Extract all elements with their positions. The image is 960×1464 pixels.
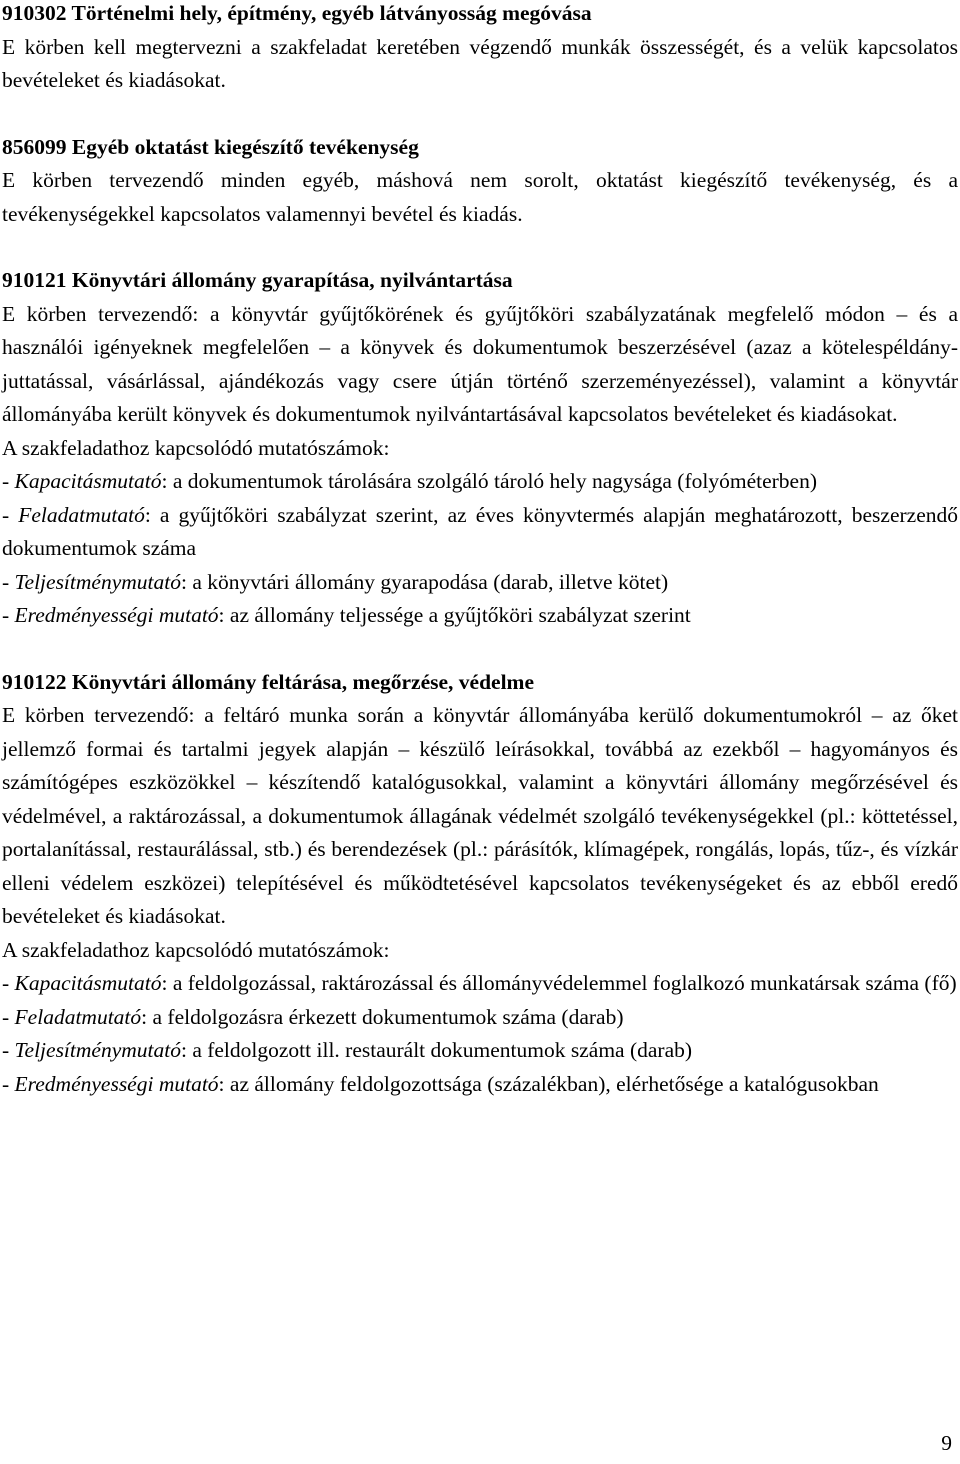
section-body: E körben kell megtervezni a szakfeladat keretében végzendő munkák összességét, és a velük kapcsolatos bevételeket és kiadásokat. xyxy=(2,34,958,92)
indicator-text: : a könyvtári állomány gyarapodása (darab, illetve kötet) xyxy=(180,569,669,594)
indicator-dash: - xyxy=(2,1004,15,1029)
indicator-item xyxy=(2,566,958,600)
section-910121 xyxy=(2,264,958,633)
document-page xyxy=(2,0,958,1101)
indicator-item xyxy=(2,1001,958,1035)
section-910122 xyxy=(2,666,958,1102)
indicators-label: A szakfeladathoz kapcsolódó mutatószámok: xyxy=(2,937,390,962)
indicator-item xyxy=(2,465,958,499)
indicator-dash: - xyxy=(2,603,15,627)
section-856099 xyxy=(2,131,958,232)
indicator-dash: - xyxy=(2,502,19,527)
indicator-item xyxy=(2,499,958,566)
indicator-text: : a dokumentumok tárolására szolgáló tároló hely nagysága (folyóméterben) xyxy=(161,469,817,493)
indicator-dash: - xyxy=(2,971,15,995)
indicator-name: Kapacitásmutató xyxy=(14,469,162,493)
indicator-text: : az állomány teljessége a gyűjtőköri szabályzat szerint xyxy=(218,603,691,627)
section-910302 xyxy=(2,0,958,98)
section-body: E körben tervezendő: a könyvtár gyűjtőkörének és gyűjtőköri szabályzatának megfelelő módon – és a használói igényeknek megfelelően – a könyvek és dokumentumok beszerzésével (azaz a kötelespéldány-juttatással, vásárlással, ajándékozás vagy csere útján történő szerzeményezéssel), valamint a könyvtár állományába került könyvek és dokumentumok nyilvántartásával kapcsolatos bevételeket és kiadásokat. xyxy=(2,301,958,426)
section-body: E körben tervezendő minden egyéb, máshová nem sorolt, oktatást kiegészítő tevékenység, és a tevékenységekkel kapcsolatos valamennyi bevétel és kiadás. xyxy=(2,168,958,226)
indicator-name: Teljesítménymutató xyxy=(14,1038,181,1062)
indicator-text: : a feldolgozással, raktározással és állományvédelemmel foglalkozó munkatársak száma (fő) xyxy=(161,971,957,995)
section-heading: 856099 Egyéb oktatást kiegészítő tevékenység xyxy=(2,134,419,159)
indicator-item xyxy=(2,599,958,633)
indicator-name: Teljesítménymutató xyxy=(14,569,181,594)
indicator-name: Eredményességi mutató xyxy=(14,1071,219,1096)
indicator-dash: - xyxy=(2,569,15,594)
indicator-dash: - xyxy=(2,1071,15,1096)
indicator-item xyxy=(2,1068,958,1102)
indicator-dash: - xyxy=(2,1038,15,1062)
page-number: 9 xyxy=(941,1431,952,1455)
indicator-name: Eredményességi mutató xyxy=(14,603,219,627)
indicators-label: A szakfeladathoz kapcsolódó mutatószámok: xyxy=(2,435,390,460)
indicator-item xyxy=(2,967,958,1001)
section-heading: 910121 Könyvtári állomány gyarapítása, nyilvántartása xyxy=(2,268,513,292)
section-body: E körben tervezendő: a feltáró munka során a könyvtár állományába kerülő dokumentumokról – az őket jellemző formai és tartalmi jegyek alapján – készülő leírásokkal, továbbá az ezekből – hagyományos és számítógépes eszközökkel – készítendő katalógusokkal, valamint a könyvtári állomány megőrzésével és védelmével, a raktározással, a dokumentumok állagának védelmét szolgáló tevékenységekkel (pl.: köttetéssel, portalanítással, restaurálással, stb.) és berendezések (pl.: párásítók, klímagépek, rongálás, lopás, tűz-, és vízkár elleni védelem eszközei) telepítésével és működtetésével kapcsolatos tevékenységeket és az ebből eredő bevételeket és kiadásokat. xyxy=(2,703,958,928)
indicator-dash: - xyxy=(2,469,15,493)
indicator-name: Feladatmutató xyxy=(18,502,145,527)
section-heading: 910122 Könyvtári állomány feltárása, megőrzése, védelme xyxy=(2,669,534,694)
indicator-name: Feladatmutató xyxy=(14,1004,142,1029)
indicator-text: : az állomány feldolgozottsága (százalékban), elérhetősége a katalógusokban xyxy=(218,1071,879,1096)
section-heading: 910302 Történelmi hely, építmény, egyéb látványosság megóvása xyxy=(2,1,592,25)
indicator-text: : a gyűjtőköri szabályzat szerint, az éves könyvtermés alapján meghatározott, beszerzendő dokumentumok száma xyxy=(2,502,958,560)
indicator-text: : a feldolgozott ill. restaurált dokumentumok száma (darab) xyxy=(180,1038,693,1062)
indicator-text: : a feldolgozásra érkezett dokumentumok száma (darab) xyxy=(141,1004,624,1029)
indicator-item xyxy=(2,1034,958,1068)
indicator-name: Kapacitásmutató xyxy=(14,971,162,995)
